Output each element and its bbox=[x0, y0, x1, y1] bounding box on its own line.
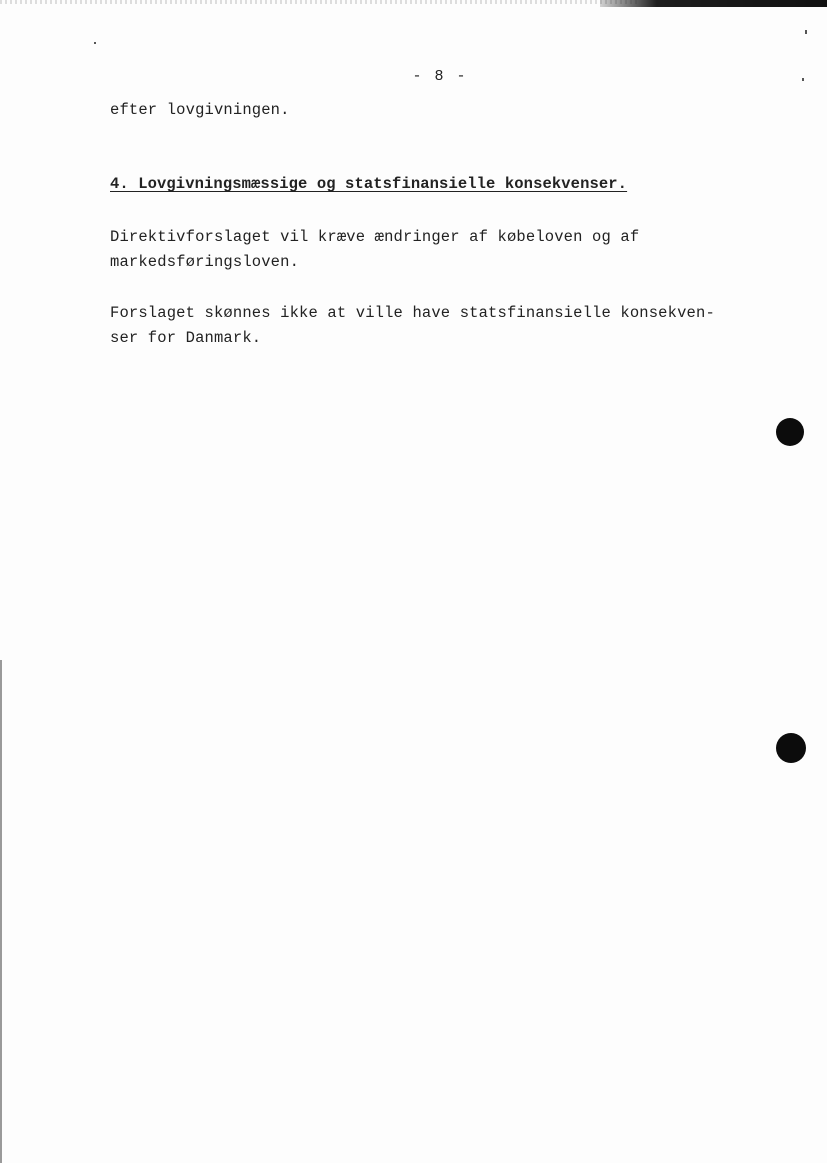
punch-hole-bottom bbox=[776, 733, 806, 763]
page-number: - 8 - bbox=[412, 68, 468, 85]
scan-speck bbox=[805, 30, 807, 34]
paragraph-2-line-2: ser for Danmark. bbox=[110, 329, 262, 347]
section-heading: 4. Lovgivningsmæssige og statsfinansielle konsekvenser. bbox=[110, 175, 628, 193]
scan-artifact-left-edge bbox=[0, 660, 2, 1163]
paragraph-1-line-1: Direktivforslaget vil kræve ændringer af købeloven og af bbox=[110, 228, 640, 246]
paragraph-2-line-1: Forslaget skønnes ikke at ville have statsfinansielle konsekven- bbox=[110, 304, 715, 322]
paragraph-1-line-2: markedsføringsloven. bbox=[110, 253, 300, 271]
scan-artifact-top bbox=[0, 0, 640, 4]
scan-speck bbox=[94, 42, 96, 44]
punch-hole-top bbox=[776, 418, 804, 446]
intro-line: efter lovgivningen. bbox=[110, 101, 290, 119]
scan-speck bbox=[802, 78, 804, 81]
scan-artifact-top-right bbox=[600, 0, 827, 7]
